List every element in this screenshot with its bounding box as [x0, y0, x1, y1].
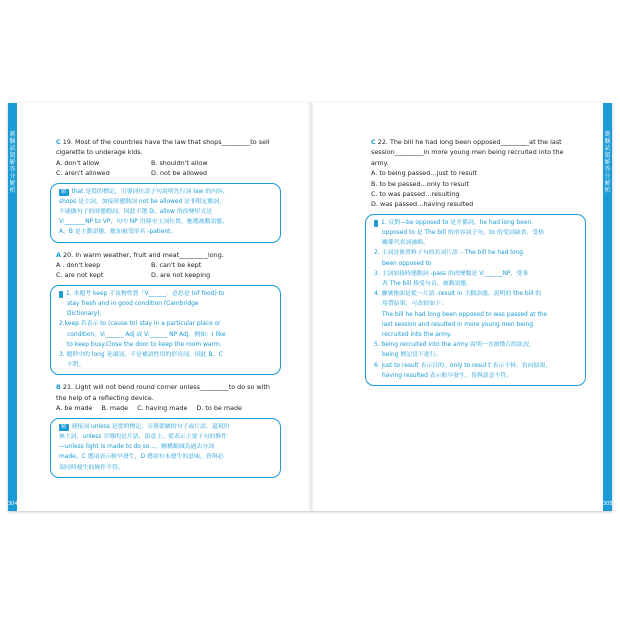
- question-stem-line: cigarette to underage kids.: [56, 148, 143, 157]
- explanation-box: 解 連接詞 unless 是從的標記，引導從屬的句子或片語，還現份 無主詞，unless 引導的是片語，語意上，從表示主要子句的條件 —unless light is made to do so…，刪構縮減為過去分詞 made。C 選項表示較早發生，D 選項有未發生的意味，皆與必 須同時發生的條件不符。: [50, 418, 281, 478]
- explanation-box: 解 1. 本題考 keep 不及物性質「V______．意思是 (of food) to stay fresh and in good condition (Cambridge Dictionary)。 2.keep 若表示 to (cause to) stay in a particular place or condition。V:______ Adj 或 V:______ NP Adj。例如：I like to keep busy.Close the door to keep the room warm. 3. 題幹中的 long 是副詞，不是補語性用的形容詞，因此 B、C 不對。: [50, 285, 281, 376]
- left-page-content: [53, 137, 281, 485]
- right-page-content: [368, 137, 586, 393]
- explanation-box: 解 that 是從的標記，引導同位語子句說明先行詞 law 的內容， shops 是主詞，加接時態動詞 not be allowed 是非限定動詞， 不能做句子的時態動詞，因此不選 D。allow 的改變形式是 V:_______NP to VP，句中 NP 用移至主詞位置，應選被動語態， A、B 是主動語態，應加被受形名 -patient。: [50, 183, 281, 243]
- answer-letter: C: [371, 138, 376, 146]
- option: A . don't keep: [56, 261, 101, 270]
- option: B. made: [101, 404, 129, 413]
- option: D. to be made: [196, 404, 242, 413]
- left-side-strip: [8, 103, 17, 511]
- left-page-number: 304: [8, 501, 18, 507]
- option: B. to be passed…only to result: [371, 179, 469, 188]
- option: B. shouldn't allow: [151, 158, 208, 167]
- right-page-number: 305: [603, 501, 613, 507]
- option: C. having made: [137, 404, 188, 413]
- options: [371, 168, 561, 210]
- explain-tag: 解: [61, 423, 67, 430]
- question-stem-line: C 19. Most of the countries have the law that shops_________to sell: [56, 138, 270, 146]
- answer-letter: B: [56, 383, 61, 392]
- option: D. are not keeping: [151, 271, 211, 280]
- right-side-title: 測驗試題解答分解析: [604, 131, 611, 194]
- question-stem-line: C 22. The bill he had long been opposed_________at the last: [371, 138, 562, 146]
- options: [56, 403, 281, 413]
- explain-tag: 解: [374, 220, 378, 227]
- option: A. don't allow: [56, 158, 100, 167]
- answer-letter: A: [56, 250, 61, 259]
- options: [56, 260, 246, 281]
- options: [56, 158, 246, 179]
- question-stem-line: B 21. Light will not bend round corner unless_________to do so with: [56, 383, 270, 392]
- question-stem-line: A 20. In warm weather, fruit and meat_________long.: [56, 250, 224, 259]
- explain-tag: 解: [61, 188, 67, 195]
- option: A. to being passed…just to result: [371, 169, 477, 178]
- question-20: [56, 250, 281, 281]
- left-side-title: 測驗試題解答分解析: [9, 131, 16, 194]
- question-stem-line: army.: [371, 158, 389, 167]
- question-21: [56, 382, 281, 413]
- option: C. are not kept: [56, 271, 104, 280]
- answer-letter: C: [56, 138, 61, 146]
- question-stem-line: session_________in more young men being recruited into the: [371, 148, 564, 157]
- book-spread: [8, 103, 612, 511]
- option: D. not be allowed: [151, 169, 208, 178]
- explanation-box: 解 1. 反對—be opposed to 是介係詞，he had long been opposed to 是 The bill 的形容詞子句，to 的受詞缺省，受格 關係代名詞被略。 2. 主詞是後置修子句的名詞片語 – The bill he had long been opposed to 3. 主詞加接時態動詞 -pass 的改變類是 V:______NP，受事 者 The bill 移受句首，被動語態。 4. 聯號後面是從一片語 -result in 主動語態，說明的 the bill 的 用帶結果，可改寫如下： The bill he had long been opposed to was passed at the last session and resulted in more young men being recruited into the army. 5. being recruited into the army 說明一直被徵召的狀況， being 標記當下進行。 6. just to result 表示目的，only to resul t 表示不料，負向結果， having resulted 表示較早發生，皆與語意不符。: [365, 214, 586, 386]
- question-22: [371, 137, 586, 210]
- question-19: [56, 137, 281, 179]
- book-gutter: [308, 103, 314, 511]
- option: C. to was passed…resulting: [371, 190, 460, 199]
- option: D. was passed…having resulted: [371, 200, 474, 209]
- option: A. be made: [56, 404, 93, 413]
- explain-tag: 解: [59, 291, 63, 298]
- option: C. aren't allowed: [56, 169, 110, 178]
- option: B. can't be kept: [151, 261, 202, 270]
- right-side-strip: [603, 103, 612, 511]
- question-stem-line: the help of a reflecting device.: [56, 393, 154, 402]
